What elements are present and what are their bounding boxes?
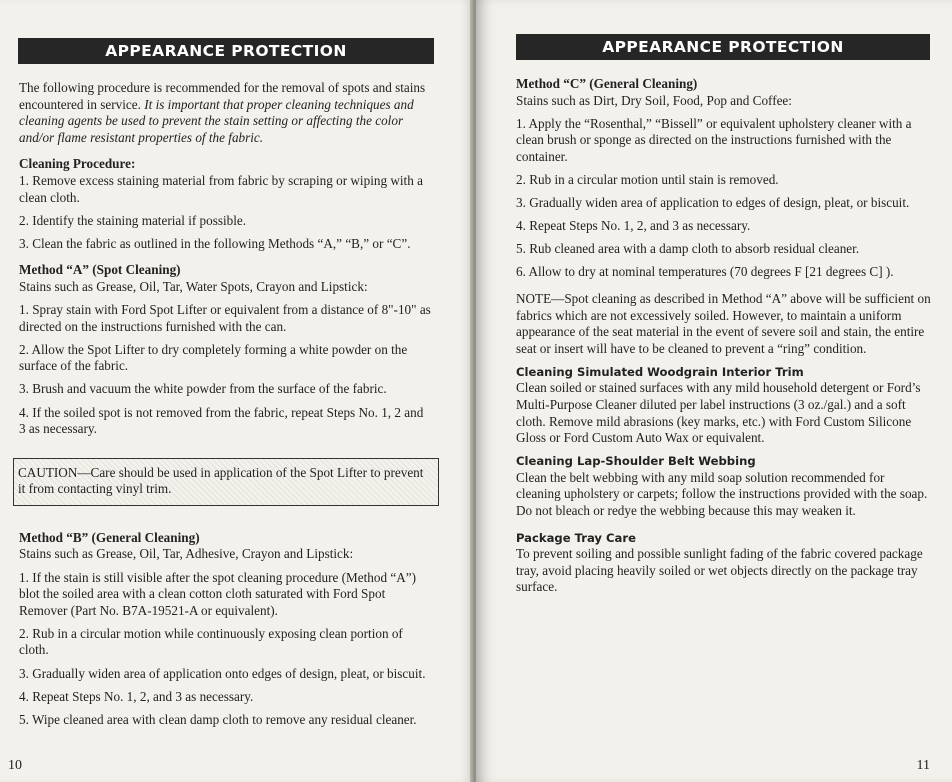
method-a-title: Method “A” (Spot Cleaning) [19,262,181,278]
method-b-step: 3. Gradually widen area of application onto edges of design, pleat, or biscuit. [19,665,426,681]
method-a-subtitle: Stains such as Grease, Oil, Tar, Water Spots, Crayon and Lipstick: [19,278,368,294]
method-c-title: Method “C” (General Cleaning) [516,76,698,91]
method-b-subtitle: Stains such as Grease, Oil, Tar, Adhesive, Crayon and Lipstick: [19,546,354,562]
method-c-step: 3. Gradually widen area of application to edges of design, pleat, or biscuit. [516,195,910,211]
woodgrain-section [516,364,932,447]
belt-title: Cleaning Lap-Shoulder Belt Webbing [516,454,756,469]
method-c-section [516,76,932,281]
method-a-section [19,262,433,437]
woodgrain-text: Clean soiled or stained surfaces with any mild household detergent or Ford’s Multi-Purpose Cleaner diluted per label instructions (3 oz./gal.) and a soft cloth. Remove mild abrasions (key marks, etc.) with Ford Custom Silicone Gloss or Ford Custom Auto Wax or equivalent. [516,380,921,446]
method-b-step: 2. Rub in a circular motion while continuously exposing clean portion of cloth. [19,625,403,658]
method-a-step: 1. Spray stain with Ford Spot Lifter or equivalent from a distance of 8"-10" as directed on the instructions furnished with the can. [19,302,431,334]
intro-italic-text: It is important that proper cleaning techniques and cleaning agents be used to prevent the stain setting or affecting the color and/or flame resistant properties of the fabric. [19,96,414,145]
method-b-step: 4. Repeat Steps No. 1, 2, and 3 as necessary. [19,688,254,704]
method-b-step: 1. If the stain is still visible after the spot cleaning procedure (Method “A”) blot the soiled area with a clean cotton cloth saturated with Ford Spot Remover (Part No. B7A-19521-A or equivalent). [19,569,416,618]
method-b-title: Method “B” (General Cleaning) [19,529,200,545]
left-section-header: APPEARANCE PROTECTION [18,38,434,64]
method-c-step: 2. Rub in a circular motion until stain is removed. [516,171,779,187]
method-a-step: 2. Allow the Spot Lifter to dry completely forming a white powder on the surface of the fabric. [19,341,408,374]
belt-section [516,453,932,519]
cleaning-procedure-step: 3. Clean the fabric as outlined in the following Methods “A,” “B,” or “C”. [19,235,411,251]
right-column [516,76,932,603]
method-a-step: 4. If the soiled spot is not removed from the fabric, repeat Steps No. 1, 2 and 3 as necessary. [19,404,424,437]
method-c-step: 5. Rub cleaned area with a damp cloth to absorb residual cleaner. [516,241,860,257]
woodgrain-title: Cleaning Simulated Woodgrain Interior Trim [516,364,804,379]
cleaning-procedure-title: Cleaning Procedure: [19,156,136,172]
belt-text: Clean the belt webbing with any mild soap solution recommended for cleaning upholstery or carpets; follow the instructions provided with the soap. Do not bleach or redye the webbing because this may weaken it. [516,469,928,519]
method-c-step: 6. Allow to dry at nominal temperatures (70 degrees F [21 degrees C] ). [516,264,894,280]
method-b-section [19,530,433,728]
left-column [19,80,433,735]
cleaning-procedure-step: 1. Remove excess staining material from fabric by scraping or wiping with a clean cloth. [19,172,423,205]
method-c-subtitle: Stains such as Dirt, Dry Soil, Food, Pop and Coffee: [516,92,792,108]
cleaning-procedure-step: 2. Identify the staining material if possible. [19,212,247,228]
cleaning-procedure-section [19,156,433,252]
method-a-step: 3. Brush and vacuum the white powder from the surface of the fabric. [19,381,387,397]
package-tray-text: To prevent soiling and possible sunlight fading of the fabric covered package tray, avoid placing heavily soiled or wet objects directly on the package tray surface. [516,546,923,595]
caution-box: CAUTION—Care should be used in application of the Spot Lifter to prevent it from contacting vinyl trim. [13,458,439,506]
method-b-step: 5. Wipe cleaned area with clean damp cloth to remove any residual cleaner. [19,711,417,727]
page-number-right: 11 [916,758,930,773]
package-tray-title: Package Tray Care [516,530,636,545]
left-page [0,0,474,782]
method-c-step: 4. Repeat Steps No. 1, 2, and 3 as necessary. [516,218,751,234]
note-paragraph: NOTE—Spot cleaning as described in Method “A” above will be sufficient on fabrics which are not excessively soiled. However, to maintain a uniform appearance of the seat material in the event of severe soil and stain, the entire seat or insert will have to be cleaned to prevent a “ring” condition. [516,290,931,356]
intro-paragraph [19,80,433,146]
method-c-step: 1. Apply the “Rosenthal,” “Bissell” or equivalent upholstery cleaner with a clean brush or sponge as directed on the instructions furnished with the container. [516,115,912,164]
right-section-header: APPEARANCE PROTECTION [516,34,930,60]
package-tray-section [516,530,932,596]
intro-text: The following procedure is recommended for the removal of spots and stains encountered in service. [19,80,426,112]
page-number-left: 10 [8,758,22,773]
right-page [476,0,952,782]
